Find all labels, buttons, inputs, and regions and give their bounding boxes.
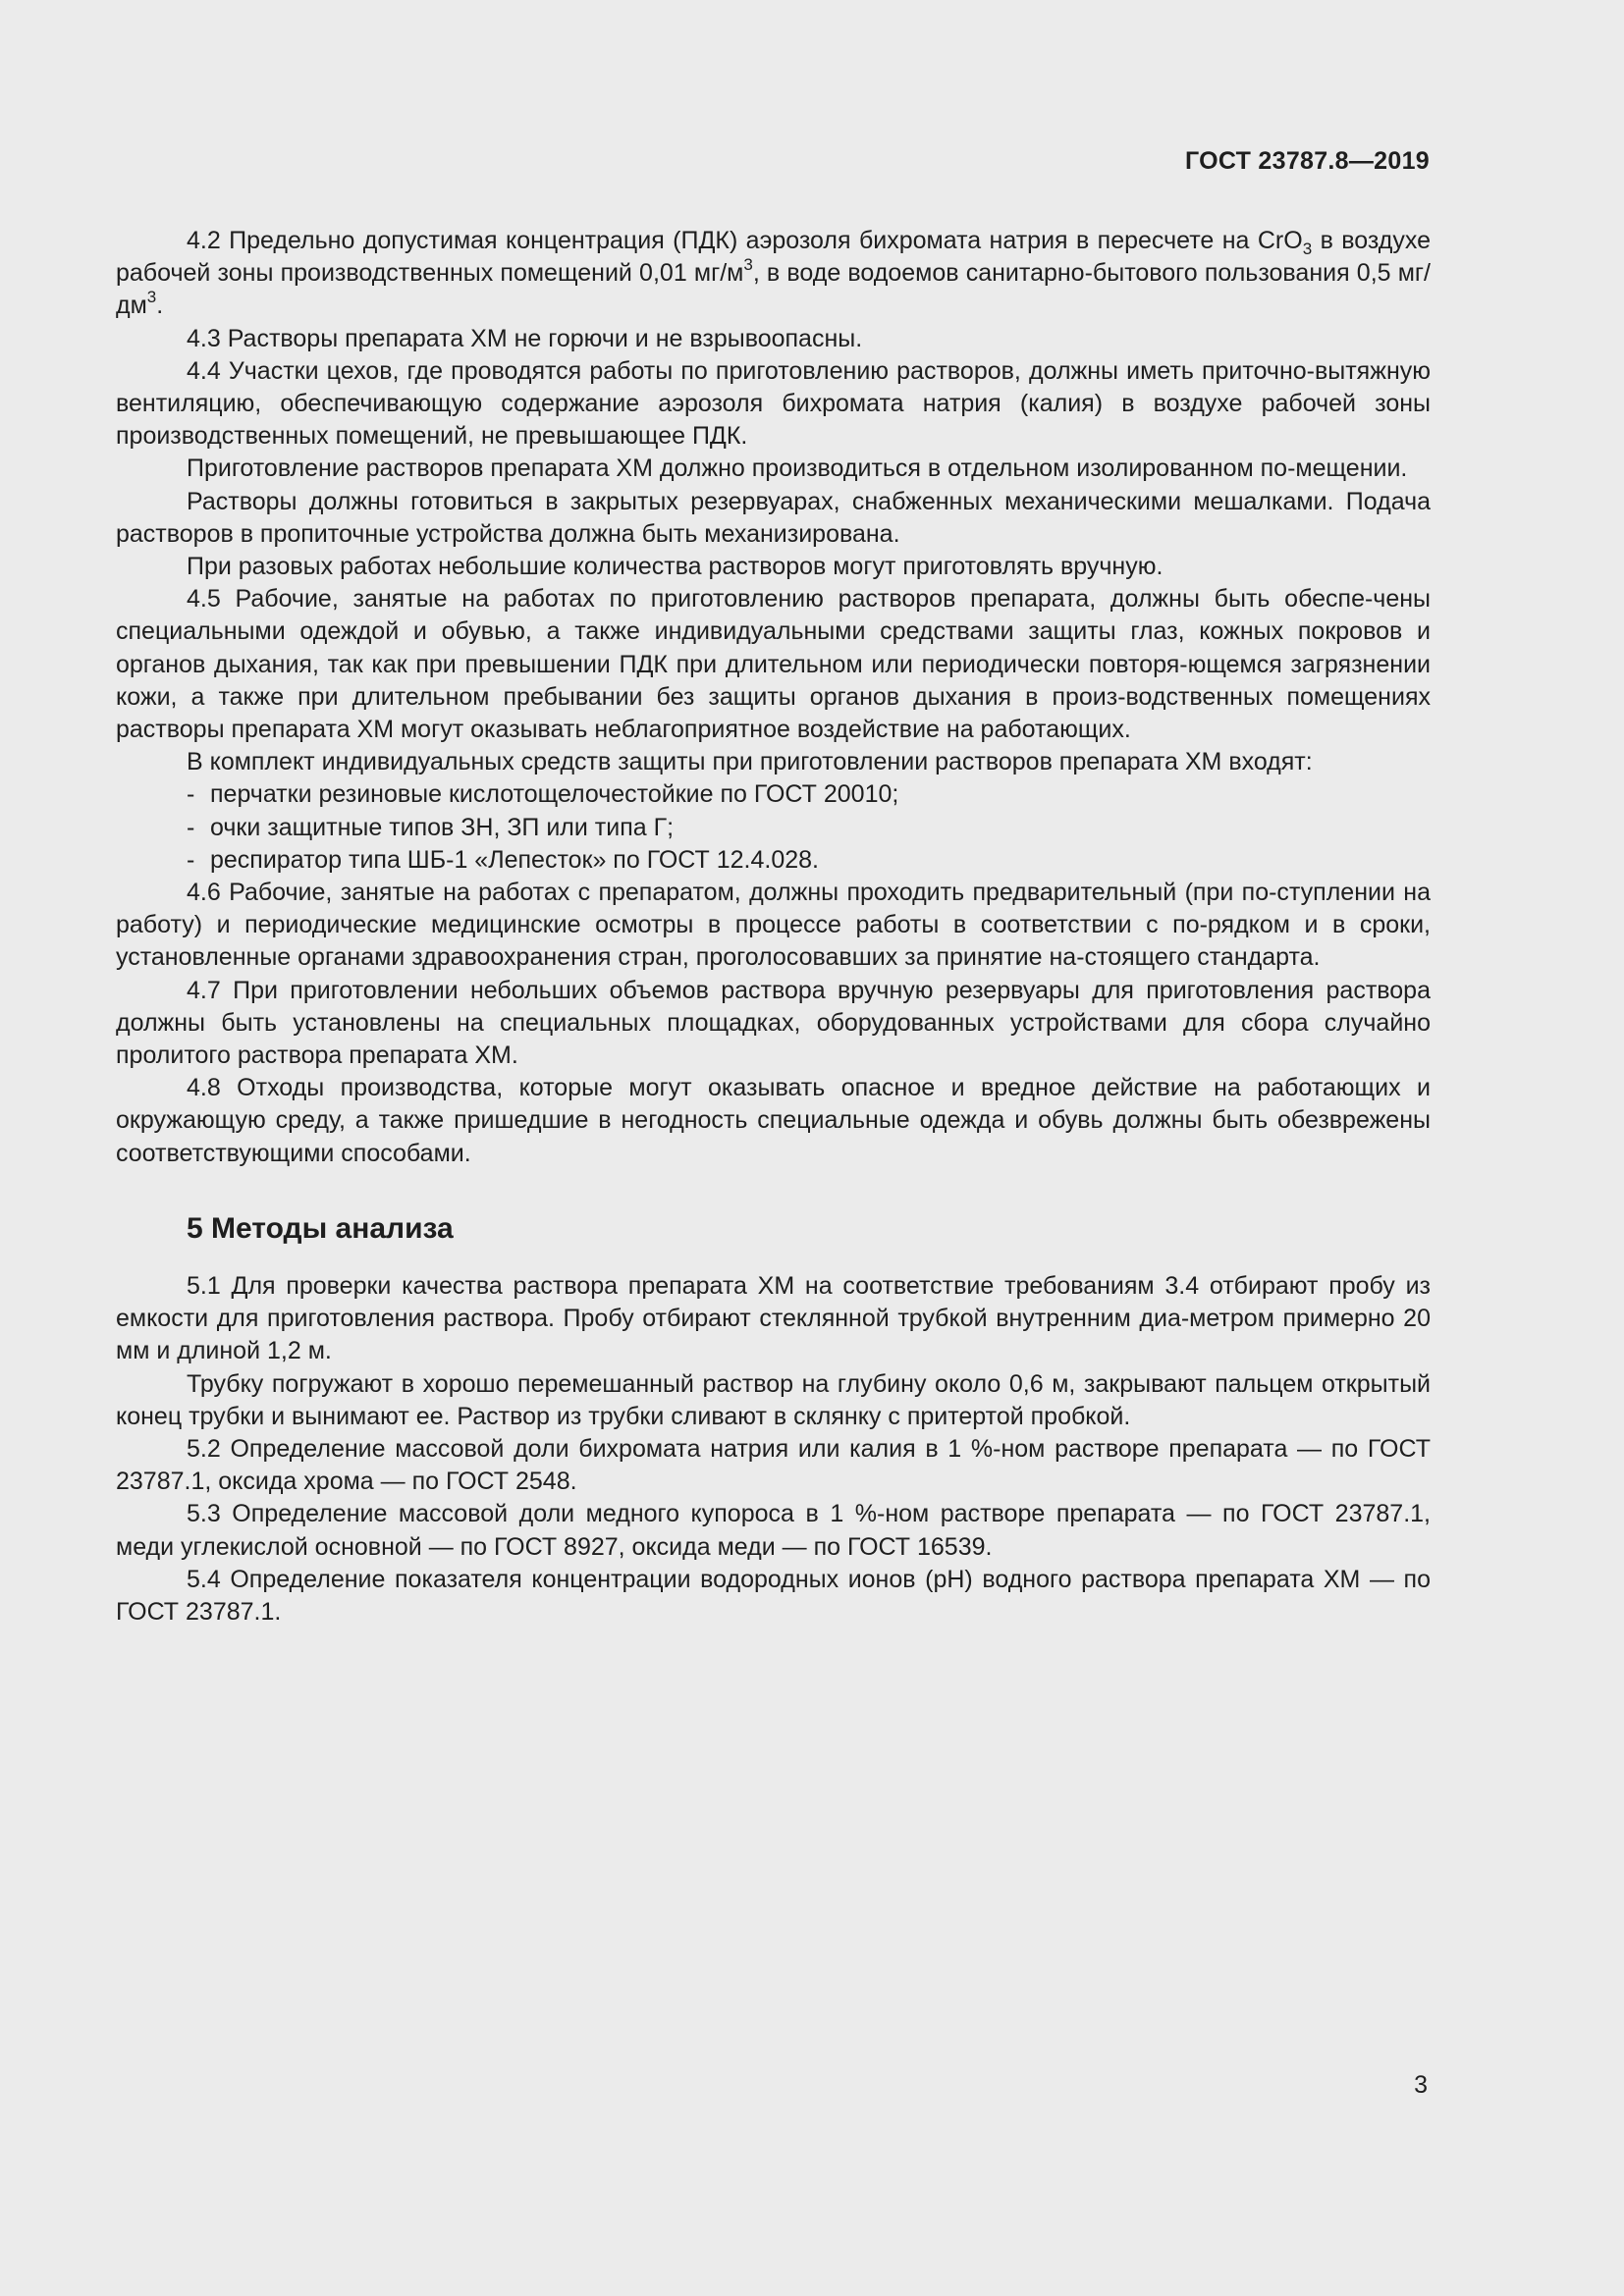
paragraph-4-5-2: В комплект индивидуальных средств защиты при приготовлении растворов препарата ХМ входят: (187, 748, 1313, 776)
paragraph-5-2: 5.2 Определение массовой доли бихромата натрия или калия в 1 %-ном растворе препарата — по ГОСТ 23787.1, оксида хрома — по ГОСТ 2548. (116, 1434, 1431, 1496)
paragraph-4-6: 4.6 Рабочие, занятые на работах с препаратом, должны проходить предварительный (при по-ступлении на работу) и периодические медицинские осмотры в процессе работы в соответствии с по-рядком и в сроки, установленные органами здравоохранения стран, проголосовавших за принятие на-стоящего стандарта. (116, 879, 1431, 972)
paragraph-4-5: 4.5 Рабочие, занятые на работах по приготовлению растворов препарата, должны быть обеспе-чены специальными одеждой и обувью, а также индивидуальными средствами защиты глаз, кожных покровов и органов дыхания, так как при превышении ПДК при длительном или периодически повторя-ющемся загрязнении кожи, а также при длительном пребывании без защиты органов дыхания в произ-водственных помещениях растворы препарата ХМ могут оказывать неблагоприятное воздействие на работающих. (116, 585, 1431, 744)
paragraph-4-4-3: Растворы должны готовиться в закрытых резервуарах, снабженных механическими мешалками. Подача растворов в пропиточные устройства должна быть механизирована. (116, 487, 1431, 548)
p42-text-d: . (156, 292, 164, 320)
paragraph-5-1-2: Трубку погружают в хорошо перемешанный раствор на глубину около 0,6 м, закрывают пальцем открытый конец трубки и вынимают ее. Раствор из трубки сливают в склянку с притертой пробкой. (116, 1369, 1431, 1430)
list-item (116, 812, 1431, 844)
list-item-text: очки защитные типов ЗН, ЗП или типа Г; (210, 813, 675, 841)
document-body (116, 225, 1431, 1629)
list-item (116, 844, 1431, 877)
p42-subscript: 3 (1302, 240, 1313, 258)
section-5-title: 5 Методы анализа (187, 1211, 454, 1245)
paragraph-4-2 (116, 225, 1431, 323)
p42-superscript-2: 3 (146, 288, 157, 307)
paragraph-5-4: 5.4 Определение показателя концентрации водородных ионов (pH) водного раствора препарата ХМ — по ГОСТ 23787.1. (116, 1565, 1431, 1626)
list-item (116, 778, 1431, 811)
paragraph-4-7: 4.7 При приготовлении небольших объемов раствора вручную резервуары для приготовления раствора должны быть установлены на специальных площадках, оборудованных устройствами для сбора случайно пролитого раствора препарата ХМ. (116, 976, 1431, 1070)
paragraph-4-3: 4.3 Растворы препарата ХМ не горючи и не взрывоопасны. (187, 324, 863, 352)
paragraph-4-8: 4.8 Отходы производства, которые могут оказывать опасное и вредное действие на работающих и окружающую среду, а также пришедшие в негодность специальные одежда и обувь должны быть обезврежены соответствующими способами. (116, 1074, 1431, 1167)
page-number: 3 (1414, 2071, 1428, 2099)
paragraph-4-4-2: Приготовление растворов препарата ХМ должно производиться в отдельном изолированном по-мещении. (187, 454, 1408, 483)
paragraph-5-1: 5.1 Для проверки качества раствора препарата ХМ на соответствие требованиям 3.4 отбирают пробу из емкости для приготовления раствора. Пробу отбирают стеклянной трубкой внутренним диа-метром примерно 20 мм и длиной 1,2 м. (116, 1271, 1431, 1365)
p42-text-a: 4.2 Предельно допустимая концентрация (ПДК) аэрозоля бихромата натрия в пересчете на CrO (187, 227, 1303, 254)
dash-marker: - (187, 780, 195, 809)
list-item-text: респиратор типа ШБ-1 «Лепесток» по ГОСТ 12.4.028. (210, 845, 819, 874)
paragraph-4-4: 4.4 Участки цехов, где проводятся работы по приготовлению растворов, должны иметь приточно-вытяжную вентиляцию, обеспечивающую содержание аэрозоля бихромата натрия (калия) в воздухе рабочей зоны производственных помещений, не превышающее ПДК. (116, 356, 1431, 451)
dash-marker: - (187, 813, 195, 841)
list-item-text: перчатки резиновые кислотощелочестойкие по ГОСТ 20010; (210, 780, 899, 809)
standard-header: ГОСТ 23787.8—2019 (1184, 147, 1430, 175)
p42-superscript-1: 3 (743, 255, 753, 275)
paragraph-5-3: 5.3 Определение массовой доли медного купороса в 1 %-ном растворе препарата — по ГОСТ 23787.1, меди углекислой основной — по ГОСТ 8927, оксида меди — по ГОСТ 16539. (116, 1500, 1431, 1561)
p42-text-b: в воздухе рабочей зоны производственных помещений 0,01 мг/м (116, 227, 1432, 288)
paragraph-4-4-4: При разовых работах небольшие количества растворов могут приготовлять вручную. (187, 553, 1164, 581)
dash-marker: - (187, 845, 195, 874)
p42-text-c: , в воде водоемов санитарно-бытового пользования 0,5 мг/дм (116, 259, 1431, 320)
